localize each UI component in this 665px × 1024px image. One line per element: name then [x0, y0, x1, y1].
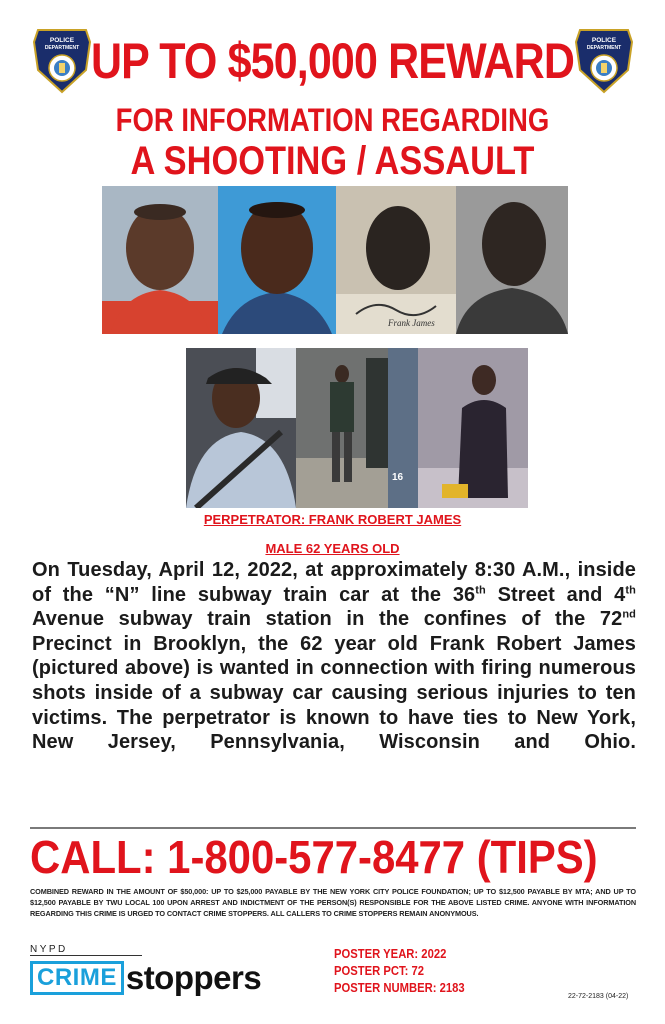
- suspect-photo-2: [218, 186, 336, 334]
- svg-text:POLICE: POLICE: [591, 37, 617, 44]
- subtitle-information: FOR INFORMATION REGARDING: [115, 102, 550, 138]
- poster-precinct: POSTER PCT: 72: [334, 964, 425, 978]
- suspect-photo-1: [102, 186, 218, 334]
- incident-description: On Tuesday, April 12, 2022, at approximately 8:30 A.M., inside of the “N” line subway train car at the 36th Street and 4th Avenue subway train station in the confines of the 72nd Precinct in Brooklyn, the 62 year old Frank Robert James (pictured above) is wanted in connection with firing numerous shots inside of a subway car causing serious injuries to ten victims. The perpetrator is known to have ties to New York, New Jersey, Pennsylvania, Wisconsin and Ohio.: [32, 559, 636, 754]
- subtitle-crime-type: A SHOOTING / ASSAULT: [130, 139, 535, 183]
- divider: [30, 827, 636, 829]
- suspect-photo-4: [456, 186, 568, 334]
- poster-info: [334, 946, 465, 997]
- reward-title: UP TO $50,000 REWARD: [90, 33, 575, 89]
- suspect-photo-7: [388, 348, 528, 508]
- reward-fine-print: COMBINED REWARD IN THE AMOUNT OF $50,000: UP TO $25,000 PAYABLE BY THE NEW YORK CITY POLICE FOUNDATION; UP TO $12,500 PAYABLE BY MTA; AND UP TO $12,500 PAYABLE BY TWU LOCAL 100 UPON ARREST AND INDICTMENT OF THE PERSON(S) RESPONSIBLE FOR THE ABOVE LISTED CRIME. ANYONE WITH INFORMATION REGARDING THIS CRIME IS URGED TO CONTACT CRIME STOPPERS. ALL CALLERS TO CRIME STOPPERS REMAIN ANONYMOUS.: [30, 887, 636, 918]
- poster-year: POSTER YEAR: 2022: [334, 947, 447, 961]
- svg-text:Frank James: Frank James: [388, 318, 435, 328]
- poster-code: 22-72-2183 (04-22): [568, 993, 629, 1000]
- suspect-photo-5: [186, 348, 296, 508]
- crime-wordmark: CRIME: [30, 961, 124, 995]
- svg-text:DEPARTMENT: DEPARTMENT: [586, 45, 622, 51]
- crimestoppers-logo: [30, 961, 261, 995]
- stoppers-wordmark: stoppers: [125, 959, 262, 996]
- suspect-photo-6: [296, 348, 388, 508]
- svg-text:16: 16: [392, 472, 404, 483]
- nypd-label: NYPD: [30, 944, 142, 956]
- poster-number: POSTER NUMBER: 2183: [334, 981, 465, 995]
- suspect-photo-3: [336, 186, 456, 334]
- svg-text:DEPARTMENT: DEPARTMENT: [44, 45, 80, 51]
- perpetrator-description: MALE 62 YEARS OLD: [265, 541, 400, 556]
- perpetrator-name: PERPETRATOR: FRANK ROBERT JAMES: [203, 512, 462, 527]
- svg-text:POLICE: POLICE: [49, 37, 75, 44]
- tip-line-phone: CALL: 1-800-577-8477 (TIPS): [30, 831, 598, 883]
